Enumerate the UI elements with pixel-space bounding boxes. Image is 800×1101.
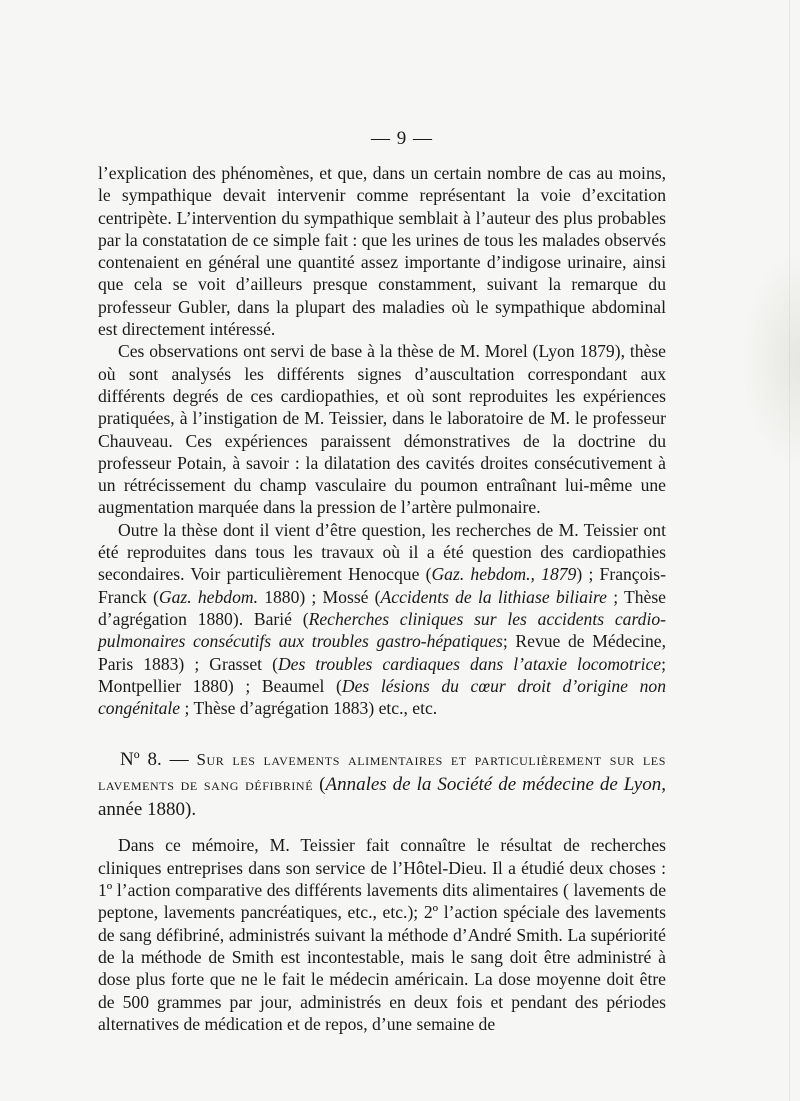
ref-citation: Accidents de la lithiase biliaire — [380, 586, 607, 607]
section-source: Annales de la Société de médecine de Lyon, — [325, 774, 666, 796]
ref-citation: Gaz. hebdom. — [158, 586, 258, 607]
section-number: Nº 8. — — [120, 749, 197, 771]
paragraph-morel-thesis: Ces observations ont servi de base à la thèse de M. Morel (Lyon 1879), thèse où sont analysés les différents signes d’auscultation correspondant aux différents degrés de ces cardiopathies, et où sont reproduites les expériences pratiquées, à l’instigation de M. Teissier, dans le laboratoire de M. le professeur Chauveau. Ces expériences paraissent démonstratives de la doctrine du professeur Potain, à savoir : la dilatation des cavités droites consécutivement à un rétrécissement du champ vasculaire du poumon entraînant lui-même une augmentation marquée dans la pression de l’artère pulmonaire. — [98, 341, 666, 518]
page-edge — [789, 0, 790, 1101]
ref-text: ; Revue de Médecine, Paris 1883) ; Grasset ( — [98, 631, 666, 674]
paragraph-memoir: Dans ce mémoire, M. Teissier fait connaître le résultat de recherches cliniques entreprises dans son service de l’Hôtel-Dieu. Il a étudié deux choses : 1º l’action comparative des différents lavements dits alimentaires ( lavements de peptone, lavements pancréatiques, etc., etc.); 2º l’action spéciale des lavements de sang défibriné, administrés suivant la méthode d’André Smith. La supériorité de la méthode de Smith est incontestable, mais le sang doit être administré à dose plus forte que ne le fait le médecin américain. La dose moyenne doit être de 500 grammes par jour, administrés en deux fois et pendant des périodes alternatives de médication et de repos, d’une semaine de — [98, 835, 666, 1034]
body-text — [98, 162, 666, 1035]
page-stain — [740, 250, 800, 470]
ref-text: ; Thèse d’agrégation 1880). Barié ( — [98, 586, 666, 629]
paragraph-continued: l’explication des phénomènes, et que, dans un certain nombre de cas au moins, le sympathique devait intervenir comme représentant la voie d’excitation centripète. L’intervention du sympathique semblait à l’auteur des plus probables par la constatation de ce simple fait : que les urines de tous les malades observés contenaient en général une quantité assez importante d’indigose urinaire, ainsi que cela se voit d’ailleurs presque constamment, suivant la remarque du professeur Gubler, dans la plupart des maladies où le sympathique abdominal est directement intéressé. — [98, 163, 666, 340]
ref-text: 1880) ; Mossé ( — [257, 586, 381, 607]
section-year: année 1880). — [98, 799, 197, 821]
ref-text: ) ; François-Franck ( — [98, 564, 666, 607]
section-heading — [98, 747, 666, 822]
ref-citation: Gaz. hebdom., 1879 — [431, 564, 577, 585]
page-number: — 9 — — [371, 128, 433, 149]
ref-citation: Des lésions du cœur droit d’origine non congénitale — [98, 675, 667, 719]
paragraph-references — [98, 519, 666, 720]
section-source-paren: ( — [313, 774, 326, 796]
ref-text: ; Thèse d’agrégation 1883) etc., etc. — [180, 698, 438, 719]
ref-citation: Recherches cliniques sur les accidents cardio-pulmonaires consécutifs aux troubles gastro-hépatiques — [98, 608, 666, 652]
section-title: Sur les lavements alimentaires et particulièrement sur les lavements de sang défibriné — [98, 750, 666, 795]
ref-citation: Des troubles cardiaques dans l’ataxie locomotrice — [277, 653, 662, 674]
ref-text: Outre la thèse dont il vient d’être question, les recherches de M. Teissier ont été reproduites dans tous les travaux où il a été question des cardiopathies secondaires. Voir particulièrement Henocque ( — [98, 519, 666, 585]
ref-text: ; Montpellier 1880) ; Beaumel ( — [98, 653, 666, 696]
